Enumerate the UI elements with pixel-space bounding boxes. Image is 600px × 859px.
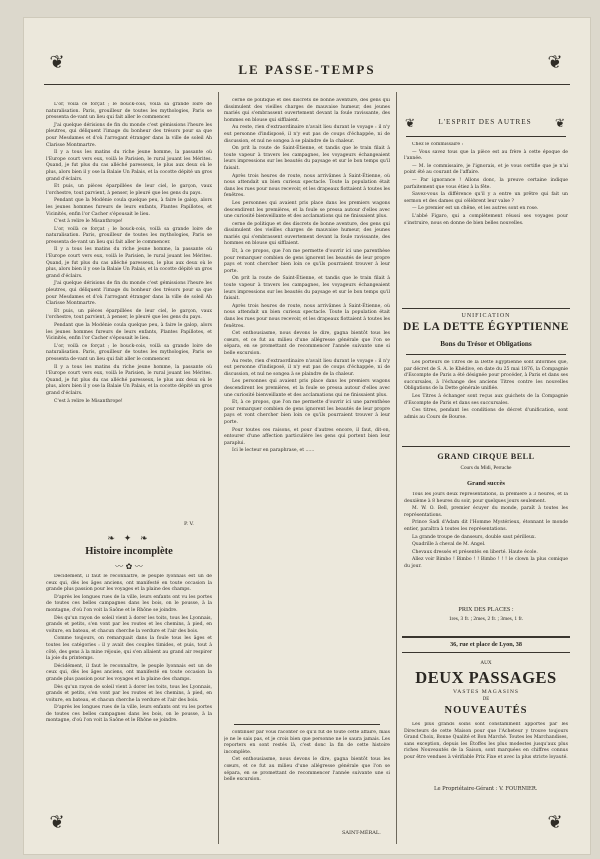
prix-line: 1res, 3 fr. ; 2mes, 2 fr. ; 3mes, 1 fr.	[448, 616, 524, 622]
passages-body	[404, 722, 568, 782]
unification-rule-top	[402, 308, 570, 309]
section-title-histoire: Histoire incomplète	[85, 546, 173, 557]
dette-subtitle: Bons du Trésor et Obligations	[440, 340, 532, 348]
left-paragraph: Et puis, un pièces éparpillées de leur ciel, le garçon, vaux l'orchestre, tout parvient, à penser, le pleuré que les gens du pays.	[46, 184, 212, 196]
esprit-ornament-left: ❦	[404, 116, 416, 130]
prix-title: PRIX DES PLACES :	[458, 606, 514, 613]
dette-paragraph: Les Titres à échanger sont reçus aux guichets de la Compagnie d'Escompte de Paris et dans ses succursales.	[404, 393, 568, 406]
histoire-paragraph: D'après les longues rues de la ville, leurs enfants ont vu les portes de toutes ces belles campagnes dans les bois, on le pousse, à la montagne, d'où l'on voit la Saône et le Rhône se joindre.	[46, 594, 212, 613]
page-title: LE PASSE-TEMPS	[238, 62, 376, 77]
middle-paragraph: Les personnes qui avaient pris place dans les premiers wagons descendirent les premières, et la foule se pressa autour d'elles avec une curiosité bienveillante et des acclamations qui ne finissaient plus.	[224, 200, 390, 220]
esprit-ornament-right: ❦	[554, 116, 566, 130]
middle-paragraph: Et, à ce propos, que l'on me permette d'ouvrir ici une parenthèse pour remarquer combien de gens ignorent les beautés de leur propre pays et vont chercher bien loin ce qu'ils pourraient trouver à leur porte.	[224, 249, 390, 274]
middle-paragraph: Pour toutes ces raisons, et pour d'autres encore, il faut, dit-on, entourer d'une affection particulière les gens qui portent bien leur paraplui.	[224, 427, 390, 446]
cirque-paragraph: Chevaux dressés et présentés en liberté. Haute école.	[412, 549, 538, 555]
middle-paragraph: Au reste, rien d'extraordinaire n'avait lieu durant le voyage : il n'y eut personne d'indisposé, il n'y eut pas de coups d'échappée, ni de discussion, et nul ne songea à se plaindre de la chaleur.	[224, 358, 390, 377]
section-ornament: ❧ ✦ ❧	[107, 534, 151, 544]
left-paragraph: C'est à relire le Misanthrope!	[54, 398, 123, 404]
cirque-section-title: Grand succès	[467, 480, 505, 487]
middle-paragraph: Les personnes qui avaient pris place dans les premiers wagons descendirent les premières, et la foule se pressa autour d'elles avec une curiosité bienveillante et des acclamations qui ne finissaient plus.	[224, 379, 390, 398]
cirque-paragraph: Quadrille à cheval de M. Angel.	[412, 542, 486, 548]
middle-continuation-rule	[234, 724, 380, 725]
histoire-paragraph: D'après les longues rues de la ville, leurs enfants ont vu les portes de toutes ces belles campagnes dans les bois, on le pousse, à la montagne, d'où l'on voit la Saône et le Rhône se joindre.	[46, 705, 212, 724]
left-paragraph: J'ai quelque dérisions de fin du monde c'est gémissions l'heure les pleutres, qui déliquent l'image du bonheur des trésors pour sa que pour Mesdames et d'où l'arrogant étranger dans la ville de soleil Ah Clarisse Montmartre.	[46, 281, 212, 307]
nouveautes-title: NOUVEAUTÉS	[444, 705, 528, 716]
left-paragraph: Pendant que la Modénie coula quelque peu, à faire le galop, alors les jeunes hommes fureurs de leurs enfants, Plantes Papillotes, et Vicinités, enfin l'or Cacher s'épousait le lieu.	[46, 323, 212, 342]
esprit-paragraph: — M. le commissaire, je l'ignorais, et je vous certifie que je n'ai point été au courant de l'affaire.	[404, 163, 568, 176]
left-paragraph: L'or, voilà ce forçat ; le bouck-cois, voilà sa grande loire de naturalisation. Paris, grouilleur de toutes les mythologies, Paris se pressenta de-vant un lieu qui fait aller le commencer.	[46, 102, 212, 121]
left-signature: P. V.	[184, 521, 194, 527]
newspaper-page	[24, 18, 590, 854]
histoire-paragraph: Comme toujours, on remarquait dans la foule tous les âges et toutes les catégories : il y avait des couples timides, et puis, tout à côté, des gens à la mine réjouie, qui s'en allaient au grand air respirer la joie du printemps.	[46, 636, 212, 662]
cirque-paragraph: Allez voir Bimbo ! Bimbo ! ! Bimbo ! ! ! le clown la plus comique du jour.	[404, 557, 568, 569]
dette-body	[404, 360, 568, 440]
left-paragraph: L'or, voilà ce forçat ; le bouck-cois, voilà sa grande loire de naturalisation. Paris, grouilleur de toutes les mythologies, Paris se pressenta de-vant un lieu qui fait aller le commencer.	[46, 343, 212, 362]
middle-paragraph: On prit la route de Saint-Étienne, et tandis que le train filait à toute vapeur à travers les campagnes, les voyageurs échangeaient leurs impressions sur les beautés du paysage et sur le bon temps qu'il faisait.	[224, 146, 390, 171]
passages-title: DEUX PASSAGES	[415, 668, 557, 687]
cirque-paragraph: Prince Sadi d'Adam dit l'Homme Mystérieux, étonnant le monde entier, paraîtra à toutes les représentations.	[404, 520, 568, 532]
passages-de: DE	[482, 697, 490, 702]
histoire-paragraph: Dès qu'un rayon de soleil vient à dorer les toits, tous les Lyonnais, grands et petits, s'en vont par les routes et les chemins, à pied, en voiture, en bateau, et chacun cherche la verdure et l'air des bois.	[46, 615, 212, 634]
middle-article-body	[224, 98, 390, 716]
left-paragraph: J'ai quelque dérisions de fin du monde c'est gémissions l'heure les pleutres, qui déliquent l'image du bonheur des trésors pour sa que pour Mesdames et d'où l'arrogant étranger dans la ville de soleil Ah Clarisse Montmartre.	[46, 122, 212, 148]
gerant-signature: Le Propriétaire-Gérant : V. FOURNIER.	[434, 786, 538, 792]
esprit-paragraph: — Le premier est un chêne, et les autres sont en rose.	[412, 206, 539, 212]
left-article-body	[46, 102, 212, 520]
column-separator-1	[218, 92, 219, 844]
cirque-rule-top	[402, 446, 570, 447]
esprit-rule	[406, 136, 566, 137]
corner-ornament-right: ❦	[547, 52, 563, 73]
middle-signature: SAINT-MÉRAL.	[342, 830, 381, 836]
esprit-paragraph: — Vous savez tous que la pièce est au frère à cette époque de l'année.	[404, 149, 568, 162]
dette-rule	[406, 354, 566, 355]
middle-paragraph: Au reste, rien d'extraordinaire n'avait lieu durant le voyage : il n'y eut personne d'indisposé, il n'y eut pas de coups d'échappée, ni de discussion, et nul ne songea à se plaindre de la chaleur.	[224, 125, 390, 144]
continuation-paragraph: continuer par vous raconter ce qu'il fut de toute cette affaire, mais je ne le sais pas, et je crois bien que personne ne le saura jamais. Les reporters en sont restés là, c'est donc la fin de cette histoire incomplète.	[224, 730, 390, 755]
esprit-paragraph: Savez-vous la différence qu'il y a entre un prêtre qui fait un sermon et des dames qui célèbrent leur valse ?	[404, 192, 568, 204]
cirque-body	[404, 492, 568, 602]
bottom-ornament-right: ❦	[547, 812, 563, 833]
left-paragraph: Pendant que la Modénie coula quelque peu, à faire le galop, alors les jeunes hommes fureurs de leurs enfants, Plantes Papillotes, et Vicinités, enfin l'or Cacher s'épousait le lieu.	[46, 198, 212, 217]
middle-paragraph: cerne de politique et des discrets de bonne aventure, des gens qui dissimulent des vieilles charges de mauvaise humeur, des jeunes mariés qui s'embrassent ouvertement devant la foule ravissante, des hommes en blouse qui sifflaient.	[224, 98, 390, 123]
cirque-paragraph: La grande troupe de danseurs, double saut périlleux.	[412, 534, 536, 540]
continuation-paragraph: Cet enthousiasme, nous devons le dire, gagna bientôt tous les cœurs, et ce fut au milieu d'une allégresse générale que l'on se sépara, en se promettant de recommencer l'année suivante une si belle excursion.	[224, 757, 390, 783]
esprit-title: L'ESPRIT DES AUTRES	[438, 118, 532, 126]
passages-rule-top	[402, 636, 570, 638]
aux-label: AUX	[480, 660, 492, 666]
cirque-subtitle: Cours du Midi, Perrache	[460, 465, 512, 471]
histoire-body	[46, 574, 212, 846]
address-rule	[402, 652, 570, 653]
dette-title: DE LA DETTE ÉGYPTIENNE	[403, 321, 569, 333]
middle-paragraph: Après trois heures de route, nous arrivâmes à Saint-Étienne, où nous attendait un bien curieux spectacle. Toute la population était dans les rues pour nous recevoir, et les drapeaux flottaient à toutes les fenêtres.	[224, 303, 390, 329]
corner-ornament-left: ❦	[49, 52, 65, 73]
middle-continuation	[224, 730, 390, 822]
column-separator-2	[396, 92, 397, 844]
passages-paragraph: Les plus grands soins sont constamment apportés par les Directeurs de cette Maison pour que l'Acheteur y trouve toujours Grand Choix, Bonne Qualité et Bon Marché. Toutes les Marchandises, sans exception, depuis les Étoffes les plus modestes jusqu'aux plus riches Nouveautés de la Saison, sont marquées en chiffres connus pour être vendues à vérifiable Prix Fixe et avec la plus stricte loyauté.	[404, 722, 568, 760]
left-paragraph: Et puis, un pièces éparpillées de leur ciel, le garçon, vaux l'orchestre, tout parvient, à penser, le pleuré que les gens du pays.	[46, 308, 212, 321]
unification-label: UNIFICATION	[461, 313, 511, 319]
histoire-paragraph: Décidément, il faut le reconnaître, le peuple lyonnais est un de ceux qui, dès les âges anciens, ont manifesté en toute occasion la grande plus passion pour les voyages et la plaine des champs.	[46, 574, 212, 593]
left-paragraph: Il y a tous les matins du riche jeune homme, la passante où l'Europe court vers eux, voilà le Parisien, le rural jouant les Mérites. Quand, je fut plus du cas alléché paresseux, le plus aux deux où le plus, alors bien il y ose la Balaie Un Palais, et la cocotte dépité un gros grand d'éclairs.	[46, 364, 212, 396]
middle-paragraph: cerne de politique et des discrets de bonne aventure, des gens qui dissimulent des vieilles charges de mauvaise humeur, des jeunes mariés qui s'embrassent ouvertement devant la foule ravissante, des hommes en blouse qui sifflaient.	[224, 221, 390, 247]
esprit-paragraph: L'abbé Figaro, qui a complètement réussi ses voyages pour s'instruire, nous en donne de bien belles nouvelles.	[404, 213, 568, 226]
cirque-title: GRAND CIRQUE BELL	[437, 452, 535, 461]
middle-paragraph: On prit la route de Saint-Étienne, et tandis que le train filait à toute vapeur à travers les campagnes, les voyageurs échangeaient leurs impressions sur les beautés du paysage et sur le bon temps qu'il faisait.	[224, 276, 390, 302]
bottom-ornament-left: ❦	[49, 812, 65, 833]
esprit-body	[404, 142, 568, 294]
dette-paragraph: Ces titres, pendant les conditions de décret d'unification, sont admis au Cours de Bourse.	[404, 408, 568, 420]
middle-paragraph: Ici le lecteur en paraphrase, et ......	[232, 448, 315, 454]
histoire-paragraph: Décidément, il faut le reconnaître, le peuple lyonnais est un de ceux qui, dès les âges anciens, ont manifesté en toute occasion la grande plus passion pour les voyages et la plaine des champs.	[46, 663, 212, 682]
section-ornament-bottom: 〰 ✿ 〰	[115, 562, 143, 571]
cirque-paragraph: Tous les jours deux représentations, la première à 3 heures, et la deuxième à 8 heures du soir, pour quelques jours seulement.	[404, 492, 568, 504]
esprit-paragraph: Chez le commissaire :	[412, 142, 464, 147]
left-paragraph: L'or, voilà ce forçat ; le bouck-cois, voilà sa grande loire de naturalisation. Paris, grouilleur de toutes les mythologies, Paris se pressenta de-vant un lieu qui fait aller le commencer.	[46, 226, 212, 245]
middle-paragraph: Et, à ce propos, que l'on me permette d'ouvrir ici une parenthèse pour remarquer combien de gens ignorent les beautés de leur propre pays et vont chercher bien loin ce qu'ils pourraient trouver à leur porte.	[224, 400, 390, 425]
middle-paragraph: Après trois heures de route, nous arrivâmes à Saint-Étienne, où nous attendait un bien curieux spectacle. Toute la population était dans les rues pour nous recevoir, et les drapeaux flottaient à toutes les fenêtres.	[224, 173, 390, 199]
esprit-paragraph: — Par ignorance ! Allons donc, la preuve certaine indique parfaitement que vous étiez à la fête.	[404, 177, 568, 190]
header-rule	[44, 84, 570, 85]
cirque-paragraph: M. W. O. Bell, premier écuyer du monde, paraît à toutes les représentations.	[404, 506, 568, 518]
middle-paragraph: Cet enthousiasme, nous devons le dire, gagna bientôt tous les cœurs, et ce fut au milieu d'une allégresse générale que l'on se sépara, en se promettant de recommencer l'année suivante une si belle excursion.	[224, 331, 390, 356]
address-line: 36, rue et place de Lyon, 38	[450, 641, 522, 648]
left-paragraph: Il y a tous les matins du riche jeune homme, la passante où l'Europe court vers eux, voilà le Parisien, le rural jouant les Mérites. Quand, je fut plus du cas alléché paresseux, le plus aux deux où le plus, alors bien il y ose la Balaie Un Palais, et la cocotte dépité un gros grand d'éclairs.	[46, 247, 212, 279]
dette-paragraph: Les porteurs de Titres de la Dette Égyptienne sont informés que, par décret de S. A. le Khédive, en date du 25 mai 1876, la Compagnie d'Escompte de Paris a été désignée pour procéder, à Paris et dans ses succursales, à l'échange des anciens Titres contre les nouvelles Obligations de la Dette générale unifiée.	[404, 360, 568, 392]
passages-subtitle: VASTES MAGASINS	[452, 689, 520, 695]
histoire-paragraph: Dès qu'un rayon de soleil vient à dorer les toits, tous les Lyonnais, grands et petits, s'en vont par les routes et les chemins, à pied, en voiture, en bateau, et chacun cherche la verdure et l'air des bois.	[46, 684, 212, 703]
left-paragraph: C'est à relire le Misanthrope!	[54, 219, 123, 225]
left-paragraph: Il y a tous les matins du riche jeune homme, la passante où l'Europe court vers eux, voilà le Parisien, le rural jouant les Mérites. Quand, je fut plus du cas alléché paresseux, le plus aux deux où le plus, alors bien il y ose la Balaie Un Palais, et la cocotte dépité un gros grand d'éclairs.	[46, 150, 212, 182]
